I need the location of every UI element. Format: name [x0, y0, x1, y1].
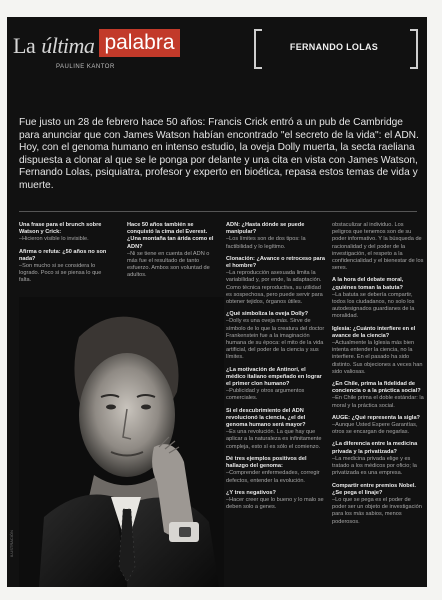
- qa-item: [226, 456, 326, 485]
- answer-text: –Publicidad y otros argumentos comerciales.: [226, 388, 305, 402]
- qa-item: [332, 222, 424, 272]
- question-text: Clonación: ¿Avance o retroceso para el hombre?: [226, 255, 325, 270]
- question-text: Si el descubrimiento del ADN revolucionó la ciencia, ¿el del genoma humano será mayor?: [226, 407, 306, 429]
- portrait-photo: [19, 297, 224, 587]
- qa-item: [332, 415, 424, 437]
- column-1: [19, 222, 112, 290]
- question-text: ¿Y tres negativos?: [226, 489, 276, 496]
- qa-item: [19, 249, 112, 285]
- bracket-right: [410, 29, 418, 69]
- answer-text: –Aunque Usted Espere Garantías, otros se encargan de negarlas.: [332, 422, 418, 436]
- masthead: [13, 29, 180, 57]
- qa-item: [226, 222, 326, 251]
- answer-text: –Es una revolución. La que hay que aplicar a la naturaleza es infinitamente compleja, esto sí es sólo el comienzo.: [226, 429, 322, 450]
- answer-text: –Dolly es una oveja más. Sirve de símbolo de lo que la creatura del doctor Frankenstein fue a la imaginación humana de su época: el mito de la vida artificial, del poder de la ciencia y sus límites.: [226, 318, 325, 361]
- qa-item: [226, 367, 326, 403]
- column-4: [332, 222, 424, 531]
- qa-item: [332, 483, 424, 526]
- question-text: Iglesia: ¿Cuánto interfiere en el avance de la ciencia?: [332, 325, 416, 339]
- answer-text: –Son mucho si se considera lo logrado. Poco si se piensa lo que falta.: [19, 263, 102, 284]
- answer-text: –En Chile prima el doble estándar: la moral y la práctica social.: [332, 395, 424, 409]
- question-text: ADN: ¿Hasta dónde se puede manipular?: [226, 222, 305, 236]
- answer-text: –Comprender enfermedades, corregir defectos, entender la evolución.: [226, 470, 320, 484]
- answer-text: –Lo que se pega es el poder de poder ser un objeto de investigación para los más sabios, menos poderosos.: [332, 496, 422, 525]
- question-text: Afirma o refuta: ¿50 años no son nada?: [19, 248, 107, 262]
- answer-text: –La reproducción asexuada limita la variabilidad y, por ende, la adaptación. Como técnica reproductiva, su utilidad es sospechosa, pero puede servir para obtener tejidos, órganos útiles.: [226, 270, 323, 306]
- question-text: A la hora del debate moral, ¿quiénes toman la batuta?: [332, 277, 404, 291]
- question-text: Dé tres ejemplos positivos del hallazgo del genoma:: [226, 455, 307, 470]
- article-panel: [7, 17, 427, 587]
- column-3: [226, 222, 326, 516]
- answer-text: –Ni se tiene en cuenta del ADN o más fue el resultado de tanto esfuerzo. Ambos son voluntad de adultos.: [127, 250, 210, 279]
- qa-item: [332, 441, 424, 477]
- answer-text: –Los límites son de dos tipos: la factibilidad y lo legítimo.: [226, 236, 306, 250]
- question-text: ¿La diferencia entre la medicina privada y la privatizada?: [332, 441, 418, 455]
- qa-item: [226, 256, 326, 306]
- qa-item: [127, 222, 217, 280]
- question-text: Una frase para el brunch sobre Watson y Crick:: [19, 222, 102, 236]
- question-text: ¿La motivación de Antinori, el médico italiano empeñado en lograr el primer clon humano?: [226, 366, 322, 388]
- question-text: Hace 50 años también se conquistó la cima del Everest. ¿Una montaña tan árida como el ADN?: [127, 222, 214, 250]
- qa-item: [226, 408, 326, 451]
- answer-text: –Hacer creer que lo bueno y lo malo se deben solo a genes.: [226, 496, 324, 511]
- qa-item: [226, 490, 326, 512]
- section-divider: [19, 211, 417, 212]
- column-2: [127, 222, 217, 285]
- answer-text: –Hicieron visible lo invisible.: [19, 236, 89, 243]
- qa-item: [332, 277, 424, 320]
- intro-paragraph: Fue justo un 28 de febrero hace 50 años: Francis Crick entró a un pub de Cambridge para anunciar que con James Watson habían encontrado "el secreto de la vida": el ADN. Hoy, con el genoma humano en intenso estudio, la oveja Dolly muerta, la secta raeliana dispuesta a clonar al que se le ponga por delante y una cita en vista con James Watson, Fernando Lolas, psiquiatra, profesor y experto en bioética, repasa estos temas de vida y muerte.: [19, 117, 419, 191]
- question-text: ¿Qué simboliza la oveja Dolly?: [226, 311, 309, 318]
- answer-text: –Actualmente la Iglesia más bien intenta entender la ciencia, no la interfiere. En el pasado ha sido distinto. Sus objeciones a veces han sido valiosas.: [332, 340, 423, 375]
- photo-credit: ILUSTRACIÓN: [9, 530, 14, 557]
- masthead-word-3: palabra: [99, 29, 179, 57]
- qa-item: [226, 311, 326, 361]
- qa-item: [332, 326, 424, 376]
- question-text: Compartir entre premios Nobel. ¿Se pega el linaje?: [332, 482, 416, 496]
- interviewee-name: FERNANDO LOLAS: [289, 42, 379, 52]
- masthead-word-2: última: [41, 33, 95, 58]
- article-header: [7, 17, 427, 85]
- qa-item: [19, 222, 112, 244]
- question-text: ¿En Chile, prima la fidelidad de conciencia o a la práctica social?: [332, 381, 421, 395]
- interviewee-box: [254, 29, 426, 69]
- answer-text: –La medicina privada elige y es tratado a los médicos por oficio; la privatizada es una empresa.: [332, 455, 417, 477]
- masthead-word-1: La: [13, 33, 36, 58]
- answer-text: obstaculizar al individuo. Los peligros que tenemos son de su poder informativo. Y la búsqueda de racionalidad y del poder de la investigación, el respeto a la confidencialidad y el bienestar de los seres.: [332, 222, 424, 272]
- question-text: AUGE: ¿Qué representa la sigla?: [332, 414, 420, 421]
- answer-text: –La batuta se debería compartir, todos los ciudadanos, no solo los autodesignados guardianes de la moralidad.: [332, 291, 415, 320]
- author-byline: PAULINE KANTOR: [56, 64, 115, 70]
- qa-item: [332, 381, 424, 410]
